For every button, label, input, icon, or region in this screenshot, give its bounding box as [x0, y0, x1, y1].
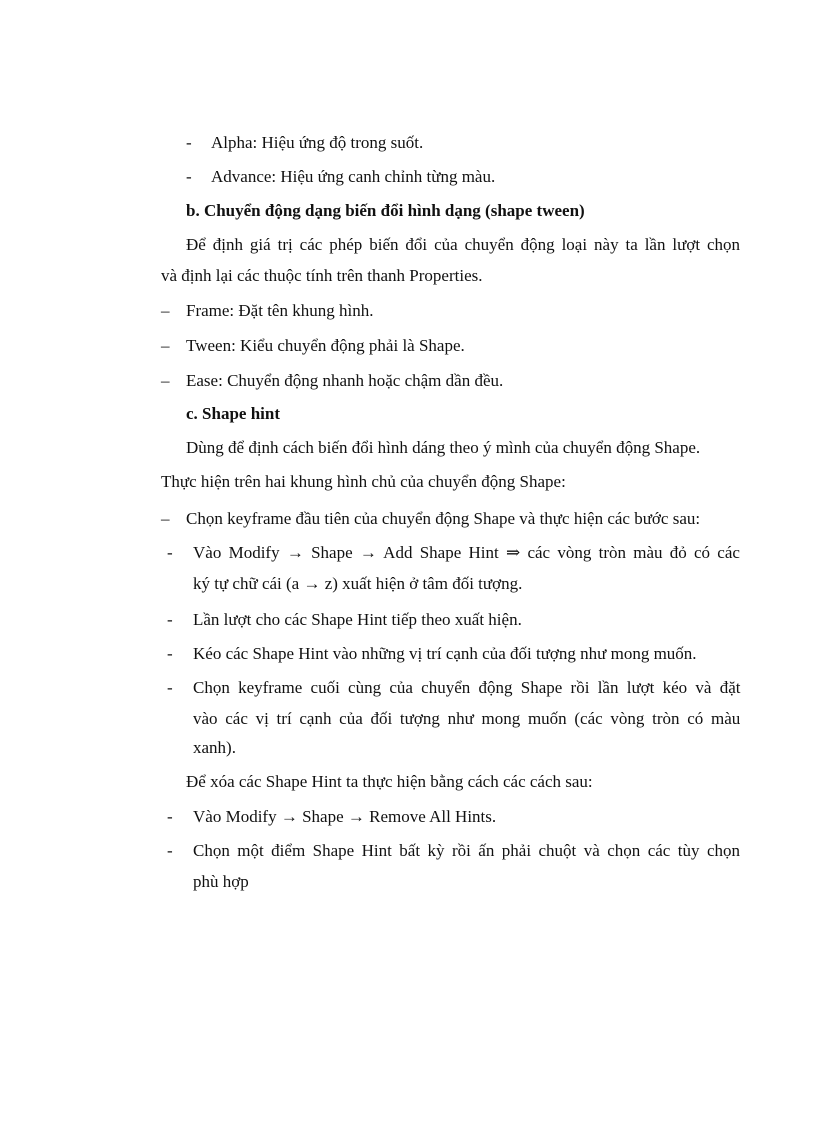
remove-step-1: Vào Modify → Shape → Remove All Hints. — [193, 807, 497, 826]
list-dash: - — [186, 133, 192, 152]
section-c-heading: c. Shape hint — [186, 404, 280, 423]
list-dash: - — [167, 610, 173, 629]
section-b-intro-line1: Để định giá trị các phép biến đổi của chuyển động loại này ta lần lượt chọn — [186, 235, 741, 254]
step-4-line1: Chọn keyframe cuối cùng của chuyển động Shape rồi lần lượt kéo và đặt — [193, 678, 741, 697]
list-item-alpha: Alpha: Hiệu ứng độ trong suốt. — [211, 133, 424, 152]
remove-intro: Để xóa các Shape Hint ta thực hiện bằng cách các cách sau: — [186, 772, 593, 791]
section-c-para1: Dùng để định cách biến đổi hình dáng theo ý mình của chuyển động Shape. — [186, 438, 701, 457]
section-c-para2: Thực hiện trên hai khung hình chủ của chuyển động Shape: — [161, 472, 566, 491]
step-2: Lần lượt cho các Shape Hint tiếp theo xuất hiện. — [193, 610, 522, 629]
list-item-advance: Advance: Hiệu ứng canh chỉnh từng màu. — [211, 167, 496, 186]
section-b-intro-line2: và định lại các thuộc tính trên thanh Properties. — [161, 266, 483, 285]
step-4-line3: xanh). — [193, 738, 236, 757]
remove-step-2-line1: Chọn một điểm Shape Hint bất kỳ rồi ấn phải chuột và chọn các tùy chọn — [193, 841, 741, 860]
list-item-ease: Ease: Chuyển động nhanh hoặc chậm dần đều. — [186, 371, 504, 390]
list-dash: - — [167, 644, 173, 663]
list-dash: – — [161, 336, 170, 355]
step-3: Kéo các Shape Hint vào những vị trí cạnh của đối tượng như mong muốn. — [193, 644, 697, 663]
list-dash: - — [167, 678, 173, 697]
step-4-line2: vào các vị trí cạnh của đối tượng như mong muốn (các vòng tròn có màu — [193, 709, 741, 728]
list-dash: - — [186, 167, 192, 186]
step-1-line1: Vào Modify → Shape → Add Shape Hint ⇒ các vòng tròn màu đỏ có các — [193, 543, 740, 562]
section-b-heading: b. Chuyển động dạng biến đổi hình dạng (shape tween) — [186, 201, 585, 220]
step-main: Chọn keyframe đầu tiên của chuyển động Shape và thực hiện các bước sau: — [186, 509, 701, 528]
list-dash: - — [167, 543, 173, 562]
list-dash: - — [167, 807, 173, 826]
list-item-frame: Frame: Đặt tên khung hình. — [186, 301, 374, 320]
list-dash: – — [161, 509, 170, 528]
list-dash: – — [161, 371, 170, 390]
step-1-line2: ký tự chữ cái (a → z) xuất hiện ở tâm đối tượng. — [193, 574, 523, 593]
list-dash: – — [161, 301, 170, 320]
remove-step-2-line2: phù hợp — [193, 872, 249, 891]
list-dash: - — [167, 841, 173, 860]
list-item-tween: Tween: Kiểu chuyển động phải là Shape. — [186, 336, 465, 355]
